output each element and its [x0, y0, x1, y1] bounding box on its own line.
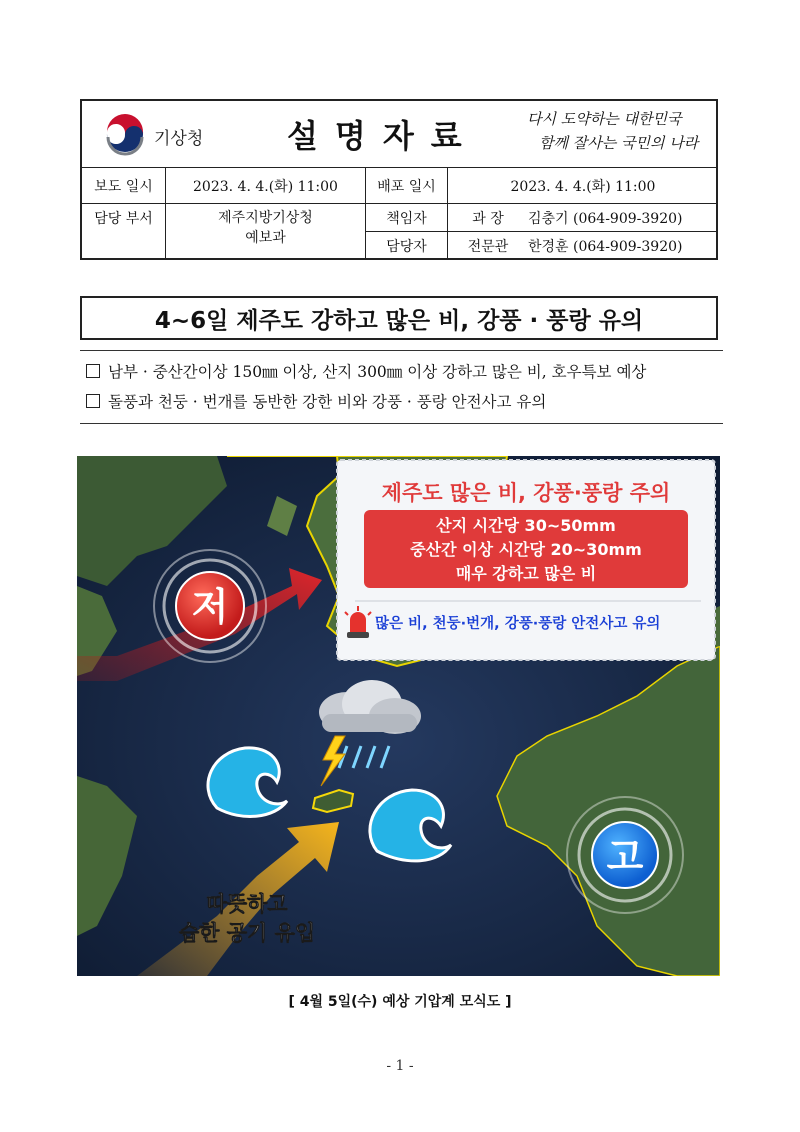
header-table	[80, 99, 718, 260]
agency-name: 기상청	[154, 129, 204, 149]
dist-label: 배포 일시	[366, 168, 448, 203]
bullet-text: 남부 · 중산간이상 150㎜ 이상, 산지 300㎜ 이상 강하고 많은 비, 호우특보 예상	[108, 363, 647, 381]
safety-warning-text: 많은 비, 천둥·번개, 강풍·풍랑 안전사고 유의	[375, 616, 661, 632]
dept-value	[166, 204, 366, 260]
alert-info-box	[337, 460, 715, 660]
checkbox-square-icon	[86, 394, 100, 408]
headline: 4~6일 제주도 강하고 많은 비, 강풍 · 풍랑 유의	[80, 296, 718, 340]
document-type-title: 설명자료	[287, 117, 479, 155]
page-number: - 1 -	[386, 1058, 414, 1074]
low-pressure-label: 저	[191, 585, 229, 629]
release-label: 보도 일시	[82, 168, 166, 203]
staff-label: 담당자	[366, 232, 448, 260]
taegeuk-logo-icon	[102, 112, 148, 158]
kma-logo	[102, 112, 232, 158]
header-top	[82, 101, 716, 168]
bullet-item	[86, 387, 719, 417]
slogan-line-1: 다시 도약하는 대한민국	[527, 110, 682, 128]
contact-subtable	[366, 204, 718, 260]
responsible-row	[366, 204, 718, 232]
release-value: 2023. 4. 4.(화) 11:00	[166, 168, 366, 203]
release-row	[82, 168, 716, 204]
pressure-map-figure	[77, 456, 720, 976]
alert-line-2: 중산간 이상 시간당 20~30mm	[410, 540, 642, 559]
resp-name: 김충기 (064-909-3920)	[528, 210, 683, 227]
alert-line-1: 산지 시간당 30~50mm	[436, 516, 616, 535]
bullet-text: 돌풍과 천둥 · 번개를 동반한 강한 비와 강풍 · 풍랑 안전사고 유의	[108, 393, 547, 411]
summary-bullets	[80, 350, 723, 424]
staff-title: 전문관	[467, 239, 509, 255]
figure-caption: [ 4월 5일(수) 예상 기압계 모식도 ]	[288, 994, 512, 1010]
staff-name: 한경훈 (064-909-3920)	[528, 239, 683, 255]
alert-box-title: 제주도 많은 비, 강풍·풍랑 주의	[381, 481, 671, 505]
bullet-item	[86, 357, 719, 387]
resp-label: 책임자	[366, 204, 448, 231]
dept-label: 담당 부서	[82, 204, 166, 260]
dept-value-line-2: 예보과	[245, 230, 286, 246]
dept-value-line-1: 제주지방기상청	[218, 210, 313, 226]
high-pressure-label: 고	[606, 835, 644, 879]
contact-row	[82, 204, 716, 260]
dist-value: 2023. 4. 4.(화) 11:00	[510, 178, 656, 195]
pressure-map-svg	[77, 456, 720, 976]
slogan-line-2: 함께 잘사는 국민의 나라	[539, 134, 699, 152]
alert-line-3: 매우 강하고 많은 비	[455, 564, 597, 583]
airflow-label-line-1: 따뜻하고	[206, 892, 288, 916]
resp-title: 과 장	[472, 210, 504, 227]
slogan	[527, 107, 717, 155]
checkbox-square-icon	[86, 364, 100, 378]
airflow-label-line-2: 습한 공기 유입	[178, 921, 316, 945]
staff-row	[366, 232, 718, 260]
